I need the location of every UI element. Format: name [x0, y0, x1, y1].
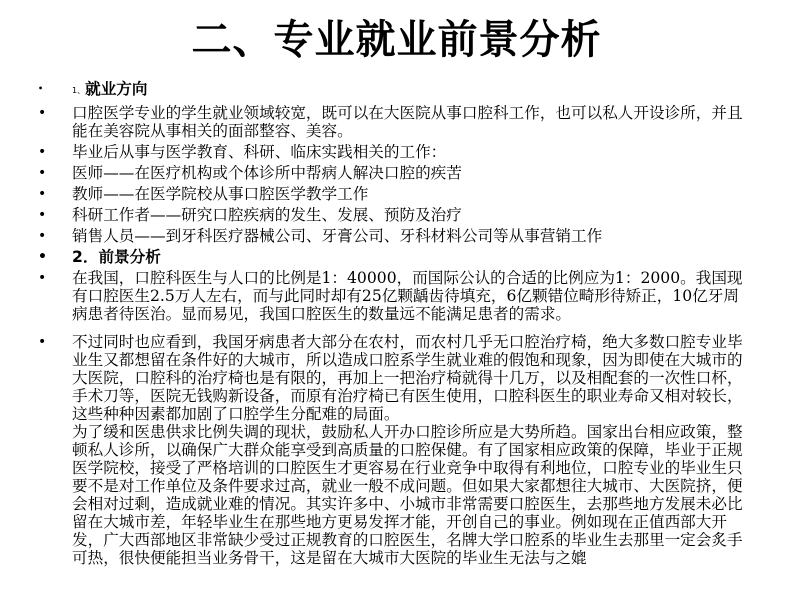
- bullet-researcher: [0, 206, 793, 224]
- bullet-dot-icon: •: [38, 105, 47, 121]
- bullet-doctor: [0, 164, 793, 182]
- prospect-heading-text: 2．前景分析: [72, 248, 161, 266]
- bullet-dot-icon: •: [38, 186, 47, 202]
- bullet-dot-icon: •: [38, 84, 44, 93]
- bullet-intro: [0, 104, 793, 140]
- bullet-dot-icon: •: [38, 228, 47, 244]
- paragraph-policy: [0, 423, 793, 567]
- prospect-heading: [0, 248, 793, 266]
- bullet-rural: [0, 333, 793, 423]
- bullet-list: [0, 80, 793, 567]
- bullet-dot-icon: •: [38, 249, 47, 265]
- direction-heading: [0, 80, 793, 100]
- bullet-teacher-text: 教师——在医学院校从事口腔医学教学工作: [72, 185, 369, 203]
- bullet-sales: [0, 227, 793, 245]
- bullet-dot-icon: •: [38, 270, 47, 286]
- bullet-directions: [0, 143, 793, 161]
- bullet-dot-icon: •: [38, 165, 47, 181]
- bullet-ratio-text: 在我国，口腔科医生与人口的比例是1：40000，而国际公认的合适的比例应为1：2000。我国现有口腔医生2.5万人左右，而与此同时却有25亿颗龋齿待填充，6亿颗错位畸形待矫正，10亿牙周病患者待医治。显而易见，我国口腔医生的数量远不能满足患者的需求。: [72, 269, 743, 323]
- bullet-sales-text: 销售人员——到牙科医疗器械公司、牙膏公司、牙科材料公司等从事营销工作: [72, 227, 603, 245]
- bullet-dot-icon: •: [38, 144, 47, 160]
- slide-title: 二、专业就业前景分析: [191, 17, 602, 63]
- bullet-teacher: [0, 185, 793, 203]
- bullet-doctor-text: 医师——在医疗机构或个体诊所中帮病人解决口腔的疾苦: [72, 164, 462, 182]
- bullet-directions-text: 毕业后从事与医学教育、科研、临床实践相关的工作：: [72, 143, 447, 161]
- bullet-dot-icon: •: [38, 334, 47, 350]
- paragraph-policy-text: 为了缓和医患供求比例失调的现状，鼓励私人开办口腔诊所应是大势所趋。国家出台相应政策，整顿私人诊所，以确保广大群众能享受到高质量的口腔保健。有了国家相应政策的保障，毕业于正规医学院校，接受了严格培训的口腔医生才更容易在行业竞争中取得有利地位，口腔专业的毕业生只要不是对工作单位及条件要求过高，就业一般不成问题。但如果大家都想往大城市、大医院挤，便会相对过剩，造成就业难的情况。其实许多中、小城市非常需要口腔医生，去那些地方发展未必比留在大城市差，年轻毕业生在那些地方更易发挥才能，开创自己的事业。例如现在正值西部大开发，广大西部地区非常缺少受过正规教育的口腔医生，名牌大学口腔系的毕业生去那里一定会炙手可热，很快便能担当业务骨干，这是留在大城市大医院的毕业生无法与之媲: [72, 423, 743, 567]
- direction-heading-number: 1、: [72, 86, 86, 95]
- direction-heading-text: 就业方向: [85, 80, 148, 98]
- bullet-intro-text: 口腔医学专业的学生就业领域较宽，既可以在大医院从事口腔科工作，也可以私人开设诊所，并且能在美容院从事相关的面部整容、美容。: [72, 104, 743, 140]
- bullet-ratio: [0, 269, 793, 323]
- bullet-rural-text: 不过同时也应看到，我国牙病患者大部分在农村，而农村几乎无口腔治疗椅，绝大多数口腔专业毕业生又都想留在条件好的大城市，所以造成口腔系学生就业难的假饱和现象，因为即使在大城市的大医院，口腔科的治疗椅也是有限的，再加上一把治疗椅就得十几万，以及相配套的一次性口杯，手术刀等，医院无钱购新设备，而原有治疗椅已有医生使用，口腔科医生的职业寿命又相对较长，这些种种因素都加剧了口腔学生分配难的局面。: [72, 333, 743, 423]
- bullet-dot-icon: •: [38, 207, 47, 223]
- bullet-researcher-text: 科研工作者——研究口腔疾病的发生、发展、预防及治疗: [72, 206, 462, 224]
